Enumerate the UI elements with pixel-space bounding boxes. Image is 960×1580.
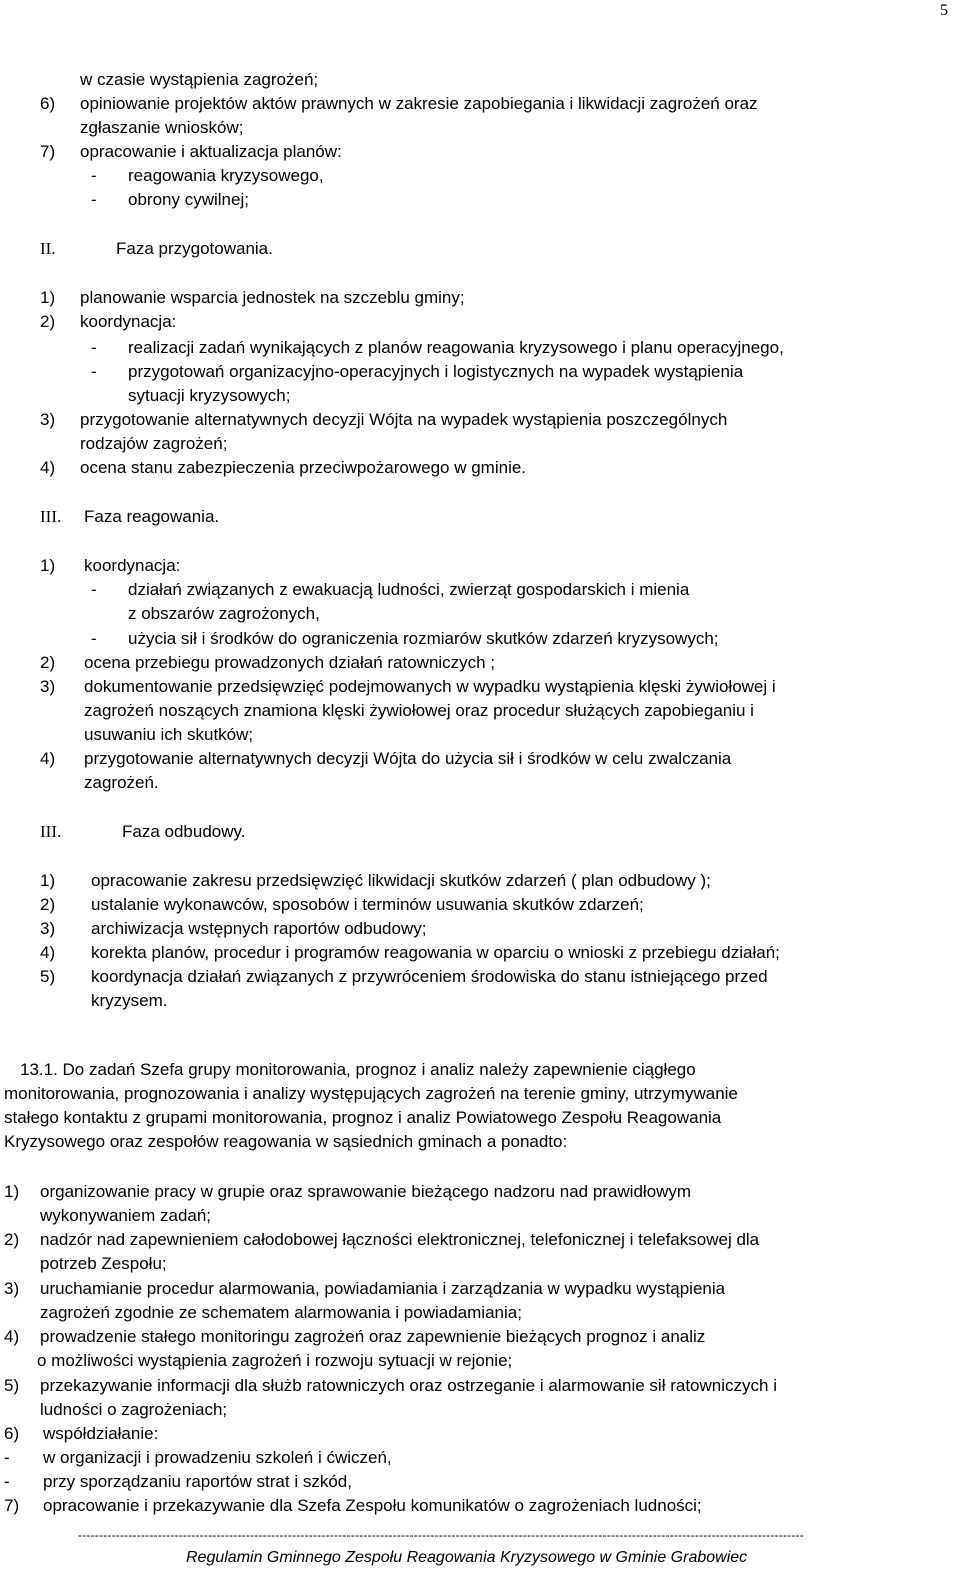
text-line: rodzajów zagrożeń; — [80, 434, 228, 453]
list-marker: 3) — [40, 919, 56, 938]
list-marker: II. — [40, 239, 56, 258]
list-marker: 6) — [40, 94, 56, 113]
list-marker: 5) — [4, 1376, 20, 1395]
list-marker: - — [91, 629, 97, 648]
text-line: dokumentowanie przedsięwzięć podejmowanych w wypadku wystąpienia klęski żywiołowej i — [84, 677, 776, 696]
text-line: koordynacja działań związanych z przywróceniem środowiska do stanu istniejącego przed — [91, 967, 768, 986]
text-line: o możliwości wystąpienia zagrożeń i rozwoju sytuacji w rejonie; — [37, 1351, 513, 1370]
text-line: monitorowania, prognozowania i analizy występujących zagrożeń na terenie gminy, utrzymywanie — [4, 1084, 738, 1103]
list-marker: - — [91, 166, 97, 185]
text-line: Faza przygotowania. — [116, 239, 273, 258]
text-line: stałego kontaktu z grupami monitorowania, prognoz i analiz Powiatowego Zespołu Reagowania — [4, 1108, 722, 1127]
text-line: ustalanie wykonawców, sposobów i terminów usuwania skutków zdarzeń; — [91, 895, 644, 914]
text-line: kryzysem. — [91, 991, 168, 1010]
text-line: planowanie wsparcia jednostek na szczeblu gminy; — [80, 288, 465, 307]
text-line: działań związanych z ewakuacją ludności, zwierząt gospodarskich i mienia — [128, 580, 690, 599]
list-marker: 3) — [4, 1279, 20, 1298]
list-marker: 4) — [4, 1327, 20, 1346]
list-marker: - — [91, 190, 97, 209]
list-marker: 1) — [40, 288, 56, 307]
text-line: z obszarów zagrożonych, — [128, 604, 320, 623]
text-line: ludności o zagrożeniach; — [40, 1400, 228, 1419]
text-line: opracowanie zakresu przedsięwzięć likwidacji skutków zdarzeń ( plan odbudowy ); — [91, 871, 711, 890]
text-line: zagrożeń noszących znamiona klęski żywiołowej oraz procedur służących zapobieganiu i — [84, 701, 754, 720]
text-line: sytuacji kryzysowych; — [128, 386, 291, 405]
page-number: 5 — [940, 2, 948, 19]
text-line: przekazywanie informacji dla służb ratowniczych oraz ostrzeganie i alarmowanie sił ratowniczych i — [40, 1376, 777, 1395]
list-marker: - — [4, 1472, 10, 1491]
text-line: Kryzysowego oraz zespołów reagowania w sąsiednich gminach a ponadto: — [4, 1132, 568, 1151]
text-line: Faza reagowania. — [84, 507, 220, 526]
text-line: wykonywaniem zadań; — [40, 1206, 212, 1225]
text-line: reagowania kryzysowego, — [128, 166, 324, 185]
text-line: Faza odbudowy. — [122, 822, 246, 841]
footer-rule: ----------------------------------------------------------------------------------------------------------------------------------------------------------------------------- — [78, 1528, 804, 1542]
text-line: w organizacji i prowadzeniu szkoleń i ćwiczeń, — [43, 1448, 392, 1467]
list-marker: 2) — [40, 312, 56, 331]
list-marker: III. — [40, 822, 62, 841]
list-marker: 1) — [40, 871, 56, 890]
text-line: 13.1. Do zadań Szefa grupy monitorowania, prognoz i analiz należy zapewnienie ciągłego — [20, 1060, 696, 1079]
text-line: przygotowanie alternatywnych decyzji Wójta na wypadek wystąpienia poszczególnych — [80, 410, 728, 429]
text-line: archiwizacja wstępnych raportów odbudowy; — [91, 919, 427, 938]
text-line: uruchamianie procedur alarmowania, powiadamiania i zarządzania w wypadku wystąpienia — [40, 1279, 726, 1298]
text-line: zagrożeń zgodnie ze schematem alarmowania i powiadamiania; — [40, 1303, 522, 1322]
list-marker: 2) — [4, 1230, 20, 1249]
text-line: opracowanie i przekazywanie dla Szefa Zespołu komunikatów o zagrożeniach ludności; — [43, 1496, 702, 1515]
text-line: obrony cywilnej; — [128, 190, 249, 209]
text-line: realizacji zadań wynikających z planów reagowania kryzysowego i planu operacyjnego, — [128, 338, 784, 357]
text-line: współdziałanie: — [43, 1424, 159, 1443]
list-marker: 6) — [4, 1424, 20, 1443]
text-line: przygotowań organizacyjno-operacyjnych i logistycznych na wypadek wystąpienia — [128, 362, 744, 381]
list-marker: 3) — [40, 677, 56, 696]
text-line: koordynacja: — [84, 556, 181, 575]
list-marker: 2) — [40, 653, 56, 672]
text-line: użycia sił i środków do ograniczenia rozmiarów skutków zdarzeń kryzysowych; — [128, 629, 719, 648]
list-marker: 7) — [40, 142, 56, 161]
text-line: potrzeb Zespołu; — [40, 1254, 167, 1273]
text-line: korekta planów, procedur i programów reagowania w oparciu o wnioski z przebiegu działań; — [91, 943, 780, 962]
text-line: nadzór nad zapewnieniem całodobowej łączności elektronicznej, telefonicznej i telefaksowej dla — [40, 1230, 760, 1249]
list-marker: 5) — [40, 967, 56, 986]
list-marker: 2) — [40, 895, 56, 914]
text-line: zagrożeń. — [84, 773, 159, 792]
list-marker: - — [4, 1448, 10, 1467]
text-line: ocena przebiegu prowadzonych działań ratowniczych ; — [84, 653, 496, 672]
list-marker: 4) — [40, 458, 56, 477]
text-line: prowadzenie stałego monitoringu zagrożeń oraz zapewnienie bieżących prognoz i analiz — [40, 1327, 706, 1346]
text-line: usuwaniu ich skutków; — [84, 725, 254, 744]
text-line: koordynacja: — [80, 312, 177, 331]
text-line: ocena stanu zabezpieczenia przeciwpożarowego w gminie. — [80, 458, 527, 477]
list-marker: 1) — [4, 1182, 20, 1201]
list-marker: - — [91, 338, 97, 357]
list-marker: 1) — [40, 556, 56, 575]
footer-text: Regulamin Gminnego Zespołu Reagowania Kryzysowego w Gminie Grabowiec — [186, 1549, 748, 1566]
text-line: przy sporządzaniu raportów strat i szkód, — [43, 1472, 352, 1491]
list-marker: - — [91, 362, 97, 381]
text-line: organizowanie pracy w grupie oraz sprawowanie bieżącego nadzoru nad prawidłowym — [40, 1182, 692, 1201]
list-marker: 7) — [4, 1496, 20, 1515]
text-line: opracowanie i aktualizacja planów: — [80, 142, 342, 161]
text-line: opiniowanie projektów aktów prawnych w zakresie zapobiegania i likwidacji zagrożeń oraz — [80, 94, 758, 113]
text-line: zgłaszanie wniosków; — [80, 118, 244, 137]
list-marker: - — [91, 580, 97, 599]
list-marker: 3) — [40, 410, 56, 429]
list-marker: III. — [40, 507, 62, 526]
list-marker: 4) — [40, 943, 56, 962]
text-line: przygotowanie alternatywnych decyzji Wójta do użycia sił i środków w celu zwalczania — [84, 749, 732, 768]
text-line: w czasie wystąpienia zagrożeń; — [80, 70, 319, 89]
list-marker: 4) — [40, 749, 56, 768]
